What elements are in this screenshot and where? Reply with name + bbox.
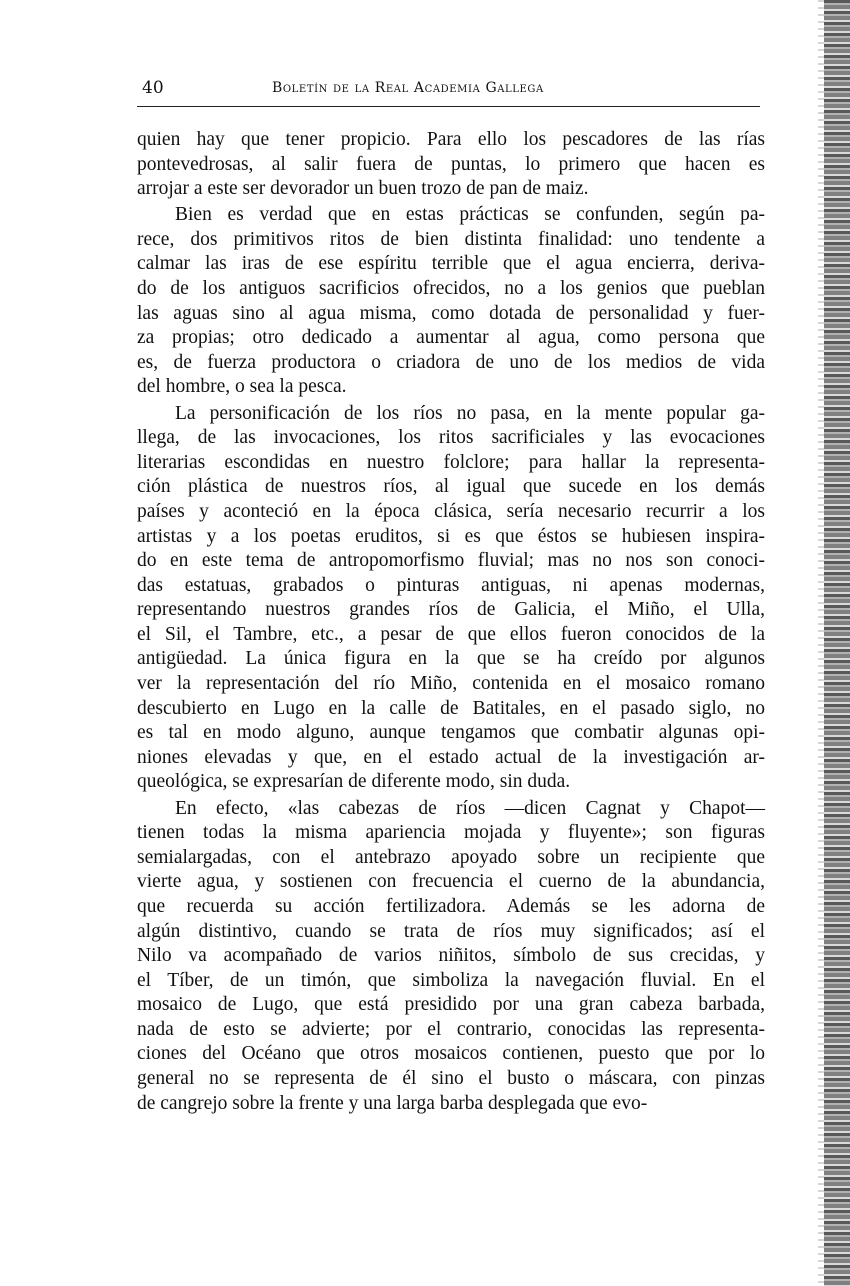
text-line: semialargadas, con el antebrazo apoyado sobre un recipiente que <box>137 846 765 868</box>
text-line: literarias escondidas en nuestro folclore; para hallar la representa- <box>137 451 765 473</box>
text-line: Bien es verdad que en estas prácticas se confunden, según pa- <box>175 204 765 226</box>
text-line: calmar las iras de ese espíritu terrible que el agua encierra, deriva- <box>137 253 765 275</box>
text-line: las aguas sino al agua misma, como dotada de personalidad y fuer- <box>137 302 765 324</box>
text-line: En efecto, «las cabezas de ríos —dicen Cagnat y Chapot— <box>175 797 765 819</box>
text-line: de cangrejo sobre la frente y una larga barba desplegada que evo- <box>137 1092 648 1114</box>
text-line: algún distintivo, cuando se trata de ríos muy significados; así el <box>137 920 765 942</box>
text-line: descubierto en Lugo en la calle de Batitales, en el pasado siglo, no <box>137 697 765 719</box>
text-line: es tal en modo alguno, aunque tengamos que combatir algunas opi- <box>137 722 765 744</box>
text-line: do de los antiguos sacrificios ofrecidos, no a los genios que pueblan <box>137 278 765 300</box>
text-line: países y aconteció en la época clásica, sería necesario recurrir a los <box>137 500 765 522</box>
paragraph <box>137 402 765 796</box>
page-body <box>137 128 765 1116</box>
text-line: quien hay que tener propicio. Para ello los pescadores de las rías <box>137 129 765 150</box>
text-line: niones elevadas y que, en el estado actual de la investigación ar- <box>137 746 765 768</box>
text-line: ción plástica de nuestros ríos, al igual que sucede en los demás <box>137 476 765 498</box>
text-line: pontevedrosas, al salir fuera de puntas, lo primero que hacen es <box>137 153 765 175</box>
text-line: Nilo va acompañado de varios niñitos, símbolo de sus crecidas, y <box>137 945 765 967</box>
text-line: llega, de las invocaciones, los ritos sacrificiales y las evocaciones <box>137 427 765 449</box>
paragraph <box>137 203 765 400</box>
paragraph <box>137 128 765 202</box>
text-line: das estatuas, grabados o pinturas antiguas, ni apenas modernas, <box>137 574 765 596</box>
text-line: queológica, se expresarían de diferente modo, sin duda. <box>137 771 571 793</box>
scan-edge <box>824 0 850 1286</box>
text-line: representando nuestros grandes ríos de Galicia, el Miño, el Ulla, <box>137 599 765 621</box>
text-line: rece, dos primitivos ritos de bien distinta finalidad: uno tendente a <box>137 228 765 250</box>
text-line: La personificación de los ríos no pasa, en la mente popular ga- <box>175 402 765 424</box>
journal-title: Boletín de la Real Academia Gallega <box>272 80 544 96</box>
text-line: que recuerda su acción fertilizadora. Además se les adorna de <box>137 895 765 917</box>
text-line: ver la representación del río Miño, contenida en el mosaico romano <box>137 673 765 695</box>
text-line: general no se representa de él sino el busto o máscara, con pinzas <box>137 1068 765 1090</box>
text-line: artistas y a los poetas eruditos, si es que éstos se hubiesen inspira- <box>137 525 765 547</box>
text-line: mosaico de Lugo, que está presidido por una gran cabeza barbada, <box>137 994 765 1016</box>
text-line: vierte agua, y sostienen con frecuencia el cuerno de la abundancia, <box>137 871 765 893</box>
text-line: del hombre, o sea la pesca. <box>137 376 347 398</box>
text-line: el Tíber, de un timón, que simboliza la navegación fluvial. En el <box>137 969 765 991</box>
text-line: do en este tema de antropomorfismo fluvial; mas no nos son conoci- <box>137 550 765 572</box>
text-line: ciones del Océano que otros mosaicos contienen, puesto que por lo <box>137 1043 765 1065</box>
text-line: arrojar a este ser devorador un buen trozo de pan de maiz. <box>137 178 589 200</box>
text-line: el Sil, el Tambre, etc., a pesar de que ellos fueron conocidos de la <box>137 623 765 645</box>
header-rule <box>137 106 760 107</box>
text-line: za propias; otro dedicado a aumentar al agua, como persona que <box>137 327 765 349</box>
text-line: antigüedad. La única figura en la que se ha creído por algunos <box>137 648 765 670</box>
page-number: 40 <box>142 78 164 98</box>
paragraph <box>137 797 765 1117</box>
text-line: es, de fuerza productora o criadora de uno de los medios de vida <box>137 351 765 373</box>
text-line: tienen todas la misma apariencia mojada y fluyente»; son figuras <box>137 822 765 844</box>
running-header <box>138 78 760 102</box>
text-line: nada de esto se advierte; por el contrario, conocidas las representa- <box>137 1018 765 1040</box>
